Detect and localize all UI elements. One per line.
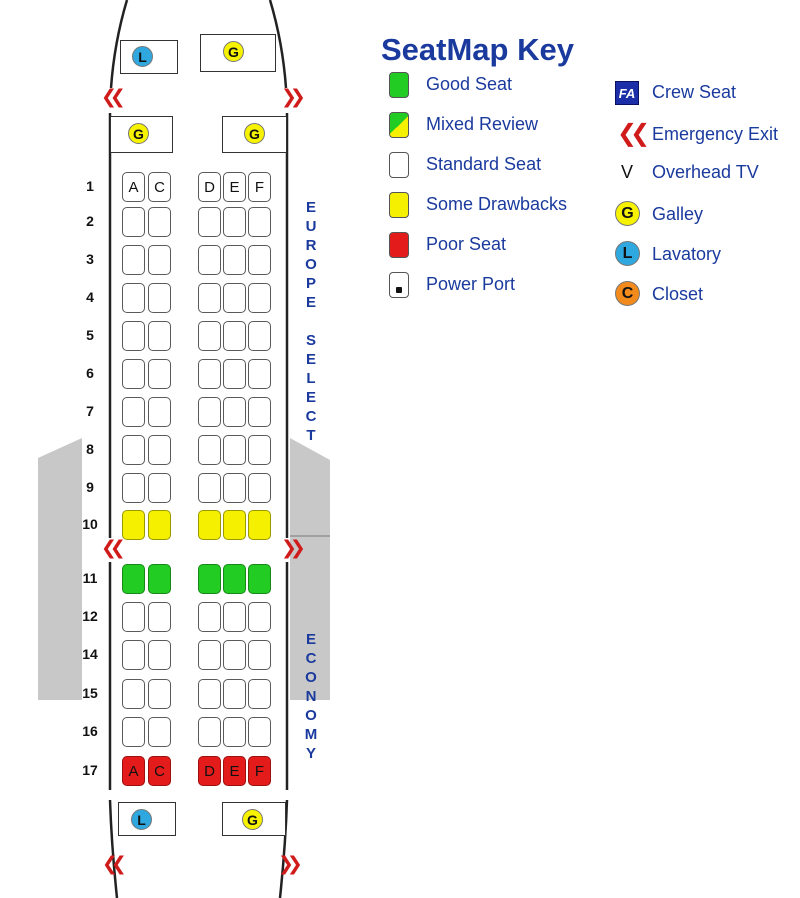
section-label-economy xyxy=(301,630,321,763)
seat[interactable] xyxy=(198,717,221,747)
standard-seat-swatch xyxy=(389,152,409,178)
seat[interactable] xyxy=(248,435,271,465)
key-label-drawbacks: Some Drawbacks xyxy=(426,194,568,214)
section-label-char: C xyxy=(305,650,317,667)
closet-key-icon: C xyxy=(615,281,640,306)
seat[interactable] xyxy=(122,602,145,632)
seat[interactable]: D xyxy=(198,172,221,202)
seat[interactable] xyxy=(148,510,171,540)
row-number: 1 xyxy=(86,178,94,194)
section-label-europe-select xyxy=(301,198,321,445)
seat[interactable]: C xyxy=(148,172,171,202)
seat[interactable]: A xyxy=(122,756,145,786)
left-wing xyxy=(38,438,82,700)
seat[interactable] xyxy=(248,207,271,237)
seat[interactable] xyxy=(248,679,271,709)
seat[interactable] xyxy=(248,359,271,389)
seat[interactable] xyxy=(122,435,145,465)
seat[interactable] xyxy=(148,435,171,465)
seat[interactable] xyxy=(223,640,246,670)
row-number: 7 xyxy=(86,403,94,419)
row-number: 12 xyxy=(82,608,98,624)
row-number: 4 xyxy=(86,289,94,305)
row-number: 10 xyxy=(82,516,98,532)
right-wing xyxy=(290,438,330,536)
seat[interactable] xyxy=(148,717,171,747)
seat[interactable] xyxy=(198,473,221,503)
seat[interactable] xyxy=(223,564,246,594)
section-label-char: E xyxy=(305,199,316,216)
key-title: SeatMap Key xyxy=(381,32,574,67)
seat[interactable] xyxy=(223,473,246,503)
key-label-exit: Emergency Exit xyxy=(652,124,779,144)
seat[interactable] xyxy=(122,717,145,747)
section-label-char: E xyxy=(305,389,316,406)
row-number: 17 xyxy=(82,762,98,778)
section-label-char: M xyxy=(304,726,318,743)
seat[interactable] xyxy=(198,602,221,632)
seat[interactable]: E xyxy=(223,172,246,202)
seat[interactable] xyxy=(122,359,145,389)
key-label-standard: Standard Seat xyxy=(426,154,542,174)
power-port-icon xyxy=(396,287,402,293)
section-label-char: C xyxy=(305,408,317,425)
seat[interactable] xyxy=(148,564,171,594)
seat[interactable] xyxy=(148,602,171,632)
row-number: 9 xyxy=(86,479,94,495)
seat[interactable] xyxy=(223,245,246,275)
key-label-lavatory: Lavatory xyxy=(652,244,722,264)
emergency-exit-icon: ❮❮ xyxy=(102,853,120,875)
section-label-char: R xyxy=(305,237,317,254)
row-number: 14 xyxy=(82,646,98,662)
seat[interactable] xyxy=(248,640,271,670)
galley-key-icon: G xyxy=(615,201,640,226)
seat[interactable] xyxy=(122,679,145,709)
key-label-closet: Closet xyxy=(652,284,704,304)
poor-seat-swatch xyxy=(389,232,409,258)
row-number: 2 xyxy=(86,213,94,229)
seat[interactable] xyxy=(198,245,221,275)
galley-icon: G xyxy=(242,809,263,830)
row-number: 11 xyxy=(82,570,98,586)
mixed-review-swatch xyxy=(389,112,409,138)
seat[interactable] xyxy=(198,640,221,670)
row-number: 15 xyxy=(82,685,98,701)
seat[interactable] xyxy=(248,321,271,351)
seat[interactable] xyxy=(148,640,171,670)
overhead-tv-icon: V xyxy=(621,162,634,182)
key-label-power: Power Port xyxy=(426,274,516,294)
galley-icon: G xyxy=(128,123,149,144)
seat[interactable] xyxy=(122,283,145,313)
section-label-char: L xyxy=(306,370,316,387)
seat[interactable] xyxy=(148,679,171,709)
seat[interactable] xyxy=(223,602,246,632)
key-label-mixed: Mixed Review xyxy=(426,114,539,134)
row-number: 5 xyxy=(86,327,94,343)
row-number: 8 xyxy=(86,441,94,457)
seat[interactable] xyxy=(223,207,246,237)
seat[interactable] xyxy=(223,321,246,351)
power-port-swatch xyxy=(389,272,409,298)
galley-icon: G xyxy=(244,123,265,144)
section-label-char: O xyxy=(305,256,317,273)
section-label-char: E xyxy=(305,631,316,648)
row-number: 3 xyxy=(86,251,94,267)
seat[interactable] xyxy=(122,473,145,503)
lavatory-icon: L xyxy=(132,46,153,67)
seat[interactable] xyxy=(198,321,221,351)
lavatory-icon: L xyxy=(131,809,152,830)
emergency-exit-key-icon: ❮❮ xyxy=(617,119,644,147)
seat[interactable] xyxy=(248,283,271,313)
seat[interactable] xyxy=(198,510,221,540)
seat[interactable]: F xyxy=(248,172,271,202)
section-label-char xyxy=(301,312,321,331)
crew-seat-icon: FA xyxy=(615,81,639,105)
seat[interactable] xyxy=(223,359,246,389)
seat[interactable] xyxy=(148,321,171,351)
seat[interactable] xyxy=(148,473,171,503)
seat[interactable]: A xyxy=(122,172,145,202)
seat[interactable] xyxy=(223,435,246,465)
seat[interactable] xyxy=(122,207,145,237)
section-label-char: O xyxy=(305,669,317,686)
seat[interactable] xyxy=(122,640,145,670)
section-label-char: E xyxy=(305,294,316,311)
section-label-char: N xyxy=(305,688,317,705)
some-drawbacks-swatch xyxy=(389,192,409,218)
seat[interactable] xyxy=(198,679,221,709)
section-label-char: P xyxy=(305,275,316,292)
seat[interactable]: E xyxy=(223,756,246,786)
seat[interactable] xyxy=(148,283,171,313)
section-label-char: O xyxy=(305,707,317,724)
seat[interactable] xyxy=(248,473,271,503)
seat[interactable] xyxy=(248,602,271,632)
seat[interactable] xyxy=(198,207,221,237)
row-number: 6 xyxy=(86,365,94,381)
section-label-char: T xyxy=(306,427,316,444)
seat[interactable] xyxy=(122,245,145,275)
seat[interactable]: F xyxy=(248,756,271,786)
emergency-exit-icon: ❮❮ xyxy=(101,537,119,559)
seat[interactable] xyxy=(148,245,171,275)
seat[interactable] xyxy=(148,397,171,427)
section-label-char: E xyxy=(305,351,316,368)
seat[interactable] xyxy=(223,679,246,709)
seat[interactable] xyxy=(248,564,271,594)
seat[interactable] xyxy=(148,207,171,237)
section-label-char: Y xyxy=(305,745,316,762)
seat[interactable] xyxy=(248,245,271,275)
key-label-good: Good Seat xyxy=(426,74,513,94)
key-label-poor: Poor Seat xyxy=(426,234,507,254)
seat[interactable] xyxy=(223,510,246,540)
seat[interactable] xyxy=(223,283,246,313)
seat[interactable] xyxy=(248,717,271,747)
seat[interactable]: C xyxy=(148,756,171,786)
seat[interactable] xyxy=(122,321,145,351)
seat[interactable] xyxy=(122,564,145,594)
galley-icon: G xyxy=(223,41,244,62)
emergency-exit-icon: ❯❯ xyxy=(278,853,296,875)
seat[interactable] xyxy=(198,564,221,594)
seat[interactable] xyxy=(198,359,221,389)
good-seat-swatch xyxy=(389,72,409,98)
seat[interactable]: D xyxy=(198,756,221,786)
seat[interactable] xyxy=(122,510,145,540)
row-number: 16 xyxy=(82,723,98,739)
seat[interactable] xyxy=(248,397,271,427)
seat[interactable] xyxy=(198,397,221,427)
section-label-char: U xyxy=(305,218,317,235)
emergency-exit-icon: ❯❯ xyxy=(281,86,299,108)
seat[interactable] xyxy=(198,435,221,465)
section-label-char: S xyxy=(305,332,316,349)
seat[interactable] xyxy=(248,510,271,540)
lavatory-key-icon: L xyxy=(615,241,640,266)
emergency-exit-icon: ❯❯ xyxy=(281,537,299,559)
key-label-galley: Galley xyxy=(652,204,704,224)
seat[interactable] xyxy=(198,283,221,313)
seat[interactable] xyxy=(223,397,246,427)
key-label-tv: Overhead TV xyxy=(652,162,759,182)
seat[interactable] xyxy=(148,359,171,389)
seat[interactable] xyxy=(223,717,246,747)
seat[interactable] xyxy=(122,397,145,427)
emergency-exit-icon: ❮❮ xyxy=(101,86,119,108)
key-label-crew: Crew Seat xyxy=(652,82,737,102)
